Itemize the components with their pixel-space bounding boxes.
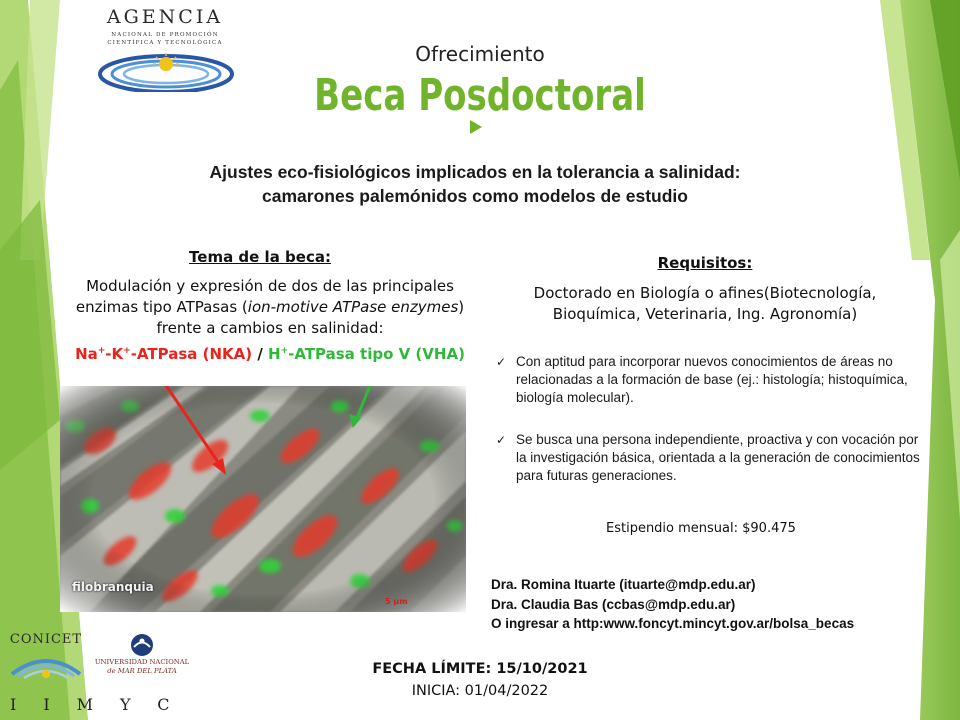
micrograph-label: filobranquia [72,580,154,594]
nka-k: -K [105,345,124,363]
requirement-bullet [496,353,926,409]
vha-h-sup: + [280,346,289,356]
unmdp-line1: UNIVERSIDAD NACIONAL [94,658,190,666]
gill-filament-micrograph [60,386,466,612]
vha-h: H [268,345,281,363]
requirement-bullet-text: Se busca una persona independiente, proactiva y con vocación por la investigación básica, orientada a la generación de conocimientos para futuras generaciones. [516,432,920,483]
topic-description [40,276,500,339]
degree-line1: Doctorado en Biología o afines(Biotecnología, [533,284,877,302]
topic-line2 [40,297,500,318]
agencia-title: AGENCIA [106,6,224,28]
offer-label: Ofrecimiento [415,42,545,66]
monthly-stipend: Estipendio mensual: $90.475 [606,521,796,536]
unmdp-emblem-icon [128,632,156,658]
page-title: Beca Posdoctoral [314,70,646,121]
requirement-bullet-text: Con aptitud para incorporar nuevos conocimientos de áreas no relacionadas a la formación de base (ej.: histología; histoquímica, biología molecular). [516,354,908,405]
project-title-line2: camarones palemónidos como modelos de estudio [262,186,688,206]
deadline-date: FECHA LÍMITE: 15/10/2021 [372,661,588,677]
enzymes-line [40,345,500,363]
project-title-line1: Ajustes eco-fisiológicos implicados en la tolerancia a salinidad: [209,162,741,182]
degree-line2: Bioquímica, Veterinaria, Ing. Agronomía) [552,305,858,323]
nka-na: Na [75,345,98,363]
agencia-logo [90,4,240,94]
contact-bas: Dra. Claudia Bas (ccbas@mdp.edu.ar) [491,596,736,612]
enzyme-separator: / [252,345,269,363]
start-date: INICIA: 01/04/2022 [411,683,549,699]
vha-label [268,345,465,363]
slide-arrow-icon [470,120,482,134]
topic-line2-italic: ion-motive ATPase enzymes [247,298,459,316]
project-title [110,160,840,208]
requirement-bullet [496,431,926,487]
agencia-subtitle-line2: CIENTÍFICA Y TECNOLÓGICA [107,40,223,46]
conicet-logo [4,632,88,687]
nka-label [75,345,252,363]
nka-rest: -ATPasa (NKA) [130,345,253,363]
conicet-wordmark: CONICET [9,632,83,647]
unmdp-logo [92,632,192,687]
scale-bar-label: 5 µm [385,597,408,606]
topic-heading: Tema de la beca: [189,248,331,266]
contact-ituarte: Dra. Romina Ituarte (ituarte@mdp.edu.ar) [491,577,756,592]
unmdp-line2: de MAR DEL PLATA [107,667,177,675]
topic-line1: Modulación y expresión de dos de las principales [86,277,454,295]
vha-rest: -ATPasa tipo V (VHA) [288,345,465,363]
topic-line2-pre: enzimas tipo ATPasas ( [75,298,248,316]
contact-info [491,575,951,634]
agencia-emblem-icon [96,52,236,92]
application-link[interactable]: O ingresar a http:www.foncyt.mincyt.gov.ar/bolsa_becas [491,616,855,631]
conicet-emblem-icon [8,650,84,682]
checkmark-icon: ✓ [496,355,507,369]
checkmark-icon: ✓ [496,433,507,447]
iimyc-wordmark: IIMYC [10,695,197,714]
topic-line3: frente a cambios en salinidad: [156,319,384,337]
agencia-subtitle-line1: NACIONAL DE PROMOCIÓN [111,32,219,38]
requirements-heading: Requisitos: [657,254,753,272]
topic-line2-post: ) [458,298,465,316]
nka-k-sup: + [123,346,131,356]
requirements-degree [500,283,910,325]
nka-na-sup: + [97,346,106,356]
